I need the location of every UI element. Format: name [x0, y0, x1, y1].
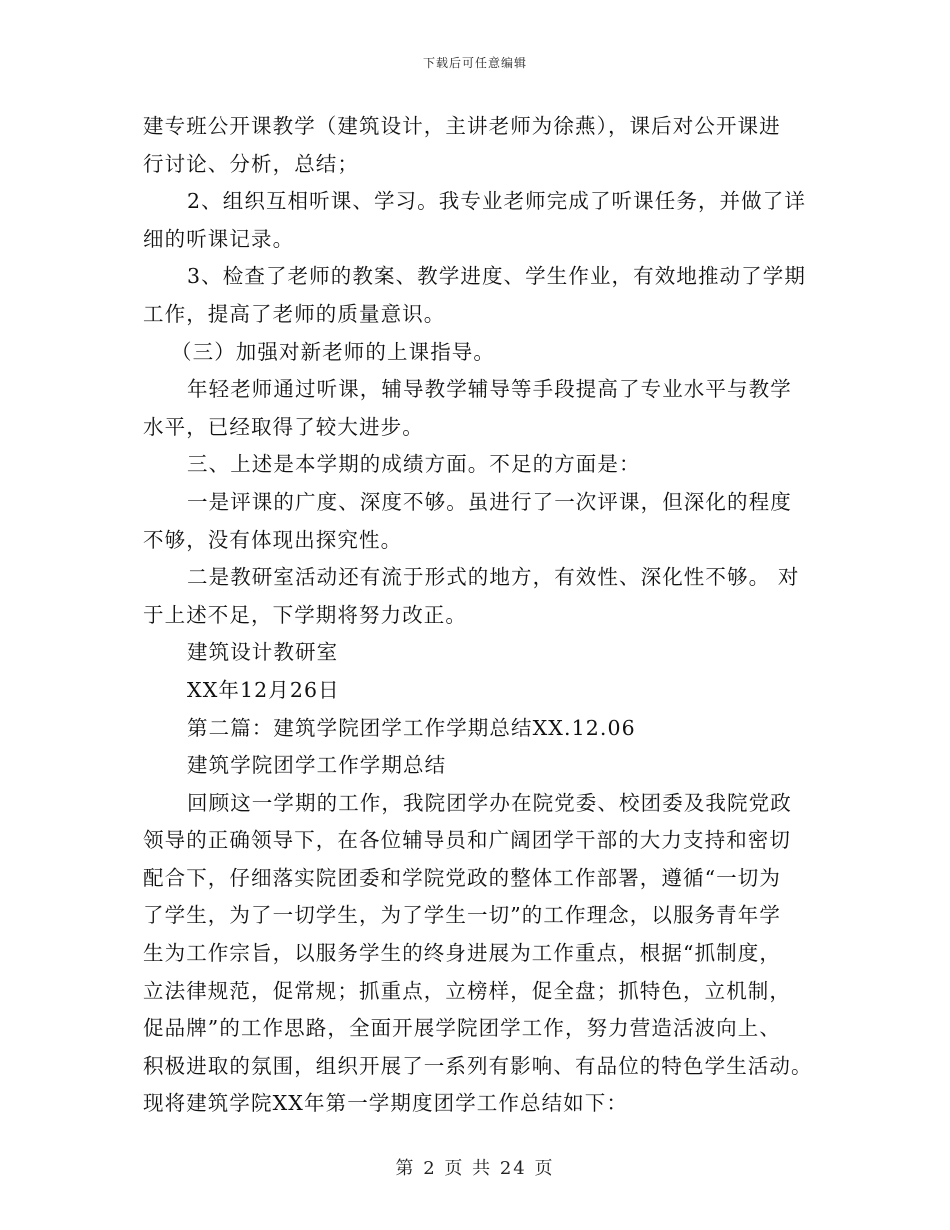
text-line: 现将建筑学院XX年第一学期度团学工作总结如下： [143, 1091, 628, 1116]
page-footer: 第 2 页 共 24 页 [395, 1158, 555, 1179]
page-header: 下载后可任意编辑 [422, 56, 527, 70]
text-line: 于上述不足，下学期将努力改正。 [143, 602, 467, 627]
text-line: 不够，没有体现出探究性。 [143, 527, 403, 552]
text-line: 回顾这一学期的工作，我院团学办在院党委、校团委及我院党政 [187, 790, 792, 815]
text-line: 细的听课记录。 [143, 226, 295, 251]
text-line: 三、上述是本学期的成绩方面。不足的方面是： [187, 452, 641, 477]
text-line: 立法律规范，促常规；抓重点，立榜样，促全盘；抓特色，立机制， [143, 978, 791, 1003]
text-line: 配合下，仔细落实院团委和学院党政的整体工作部署，遵循“一切为 [143, 865, 781, 890]
text-line: 水平，已经取得了较大进步。 [143, 414, 424, 439]
text-line: 工作，提高了老师的质量意识。 [143, 301, 446, 326]
text-line: 年轻老师通过听课，辅导教学辅导等手段提高了专业水平与教学 [187, 377, 792, 402]
text-line: 一是评课的广度、深度不够。虽进行了一次评课，但深化的程度 [187, 489, 792, 514]
text-line: 积极进取的氛围，组织开展了一系列有影响、有品位的特色学生活动。 [143, 1053, 813, 1078]
text-line: 第二篇：建筑学院团学工作学期总结XX.12.06 [187, 715, 636, 740]
text-line: 建筑设计教研室 [187, 640, 339, 665]
text-line: 2、组织互相听课、学习。我专业老师完成了听课任务，并做了详 [187, 189, 806, 214]
text-line: 行讨论、分析，总结； [143, 151, 359, 176]
text-line: 建专班公开课教学（建筑设计，主讲老师为徐燕），课后对公开课进 [143, 114, 781, 138]
text-line: 3、检查了老师的教案、教学进度、学生作业，有效地推动了学期 [187, 264, 806, 289]
text-line: 二是教研室活动还有流于形式的地方，有效性、深化性不够。 对 [187, 565, 800, 590]
text-line: 生为工作宗旨，以服务学生的终身进展为工作重点，根据“抓制度， [143, 941, 781, 966]
text-line: 促品牌”的工作思路，全面开展学院团学工作，努力营造活波向上、 [143, 1016, 781, 1041]
document-body [143, 108, 811, 1123]
text-line: 建筑学院团学工作学期总结 [187, 753, 447, 778]
text-line: 了学生，为了一切学生，为了学生一切”的工作理念，以服务青年学 [143, 903, 781, 928]
text-line: （三）加强对新老师的上课指导。 [171, 339, 495, 364]
text-line: 领导的正确领导下，在各位辅导员和广阔团学干部的大力支持和密切 [143, 828, 791, 853]
text-line: XX年12月26日 [187, 677, 340, 702]
